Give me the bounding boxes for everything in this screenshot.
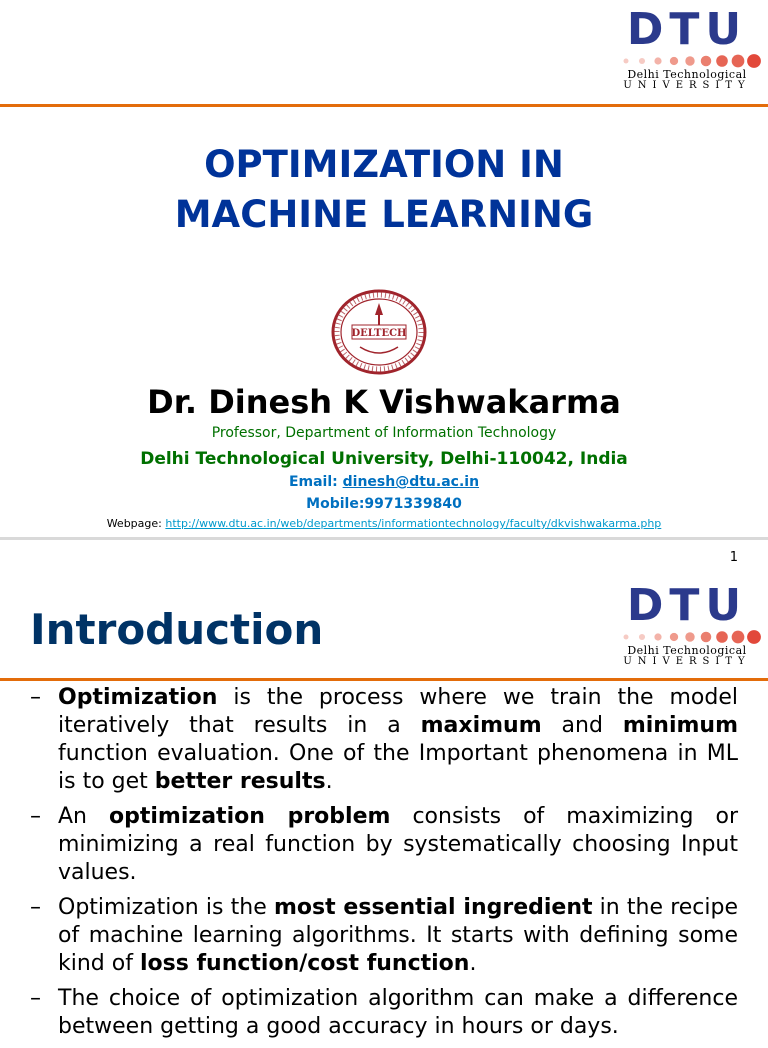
seal-center-text: DELTECH — [351, 328, 407, 339]
webpage-link[interactable]: http://www.dtu.ac.in/web/departments/informationtechnology/faculty/dkvishwakarma.php — [165, 517, 662, 530]
logo-dot — [624, 59, 629, 64]
slide-title-line1: OPTIMIZATION IN — [204, 143, 564, 186]
bullet-text: in the recipe of machine learning algorithms. It starts with defining some kind of — [58, 895, 738, 976]
bullet-text: is the process where we train the model iteratively that results in a — [58, 685, 738, 738]
slide-title-line2: MACHINE LEARNING — [174, 193, 594, 236]
logo-dot — [732, 55, 745, 68]
logo-dot — [654, 633, 661, 640]
dtu-logo-university: UNIVERSITY — [623, 80, 751, 91]
dtu-logo-name: Delhi Technological — [627, 68, 747, 81]
author-mobile: Mobile:9971339840 — [306, 496, 462, 512]
author-role: Professor, Department of Information Technology — [211, 425, 557, 441]
logo-dot — [670, 57, 678, 65]
author-name: Dr. Dinesh K Vishwakarma — [147, 383, 621, 421]
bullet-bold-text: most essential ingredient — [273, 895, 593, 920]
logo-dot — [732, 631, 745, 644]
introduction-slide — [0, 540, 768, 1039]
bullet-text: An — [58, 804, 110, 829]
author-email — [0, 474, 768, 490]
logo-dot — [654, 57, 661, 64]
bullet-bold-text: maximum — [420, 713, 542, 738]
bullet-text: The choice of optimization algorithm can make a difference between getting a good accuracy in hours or days. — [58, 986, 738, 1039]
slide-title — [0, 140, 768, 240]
logo-dot — [685, 56, 694, 65]
email-label: Email: — [288, 474, 343, 490]
bullet-text: Optimization is the — [58, 895, 274, 920]
logo-dot — [670, 633, 678, 641]
bullet-text: consists of maximizing or minimizing a real function by systematically choosing Input values. — [58, 804, 738, 885]
dtu-logo-name: Delhi Technological — [627, 644, 747, 657]
author-webpage — [0, 517, 768, 530]
bullet-item — [30, 894, 738, 978]
dtu-logo — [612, 580, 762, 667]
webpage-label: Webpage: — [106, 517, 166, 530]
bullet-item — [30, 803, 738, 887]
bullet-bold-text: minimum — [622, 713, 738, 738]
bullet-dash: – — [30, 685, 41, 710]
bullet-bold-text: loss function/cost function — [139, 951, 470, 976]
bullet-text: . — [469, 951, 477, 976]
bullet-bold-text: optimization problem — [109, 804, 391, 829]
header-divider — [0, 104, 768, 107]
page-number: 1 — [729, 550, 738, 565]
deltech-seal-logo — [330, 289, 428, 375]
bullet-item — [30, 985, 738, 1041]
logo-dot — [701, 56, 712, 67]
header-divider — [0, 678, 768, 681]
logo-dot — [685, 632, 694, 641]
dtu-logo — [612, 4, 762, 91]
bullet-list — [30, 684, 738, 1048]
bullet-dash: – — [30, 804, 41, 829]
logo-dot — [624, 635, 629, 640]
logo-dot — [716, 55, 728, 67]
dtu-logo-dots — [618, 54, 762, 68]
bullet-text: and — [541, 713, 623, 738]
logo-dot — [701, 632, 712, 643]
logo-dot — [716, 631, 728, 643]
dtu-logo-letters: DTU — [626, 4, 748, 55]
author-university: Delhi Technological University, Delhi-110042, India — [140, 449, 628, 469]
dtu-logo-dots — [618, 630, 762, 644]
dtu-logo-letters: DTU — [626, 580, 748, 631]
logo-dot — [747, 54, 761, 68]
bullet-dash: – — [30, 986, 41, 1011]
dtu-logo-university: UNIVERSITY — [623, 656, 751, 667]
slide-heading: Introduction — [30, 605, 324, 654]
bullet-dash: – — [30, 895, 41, 920]
logo-dot — [747, 630, 761, 644]
logo-dot — [639, 58, 645, 64]
bullet-item — [30, 684, 738, 796]
bullet-bold-text: Optimization — [58, 685, 218, 710]
logo-dot — [639, 634, 645, 640]
bullet-text: function evaluation. One of the Important phenomena in ML is to get — [58, 741, 738, 794]
email-link[interactable]: dinesh@dtu.ac.in — [342, 474, 480, 490]
bullet-bold-text: better results — [154, 769, 326, 794]
bullet-text: . — [325, 769, 333, 794]
